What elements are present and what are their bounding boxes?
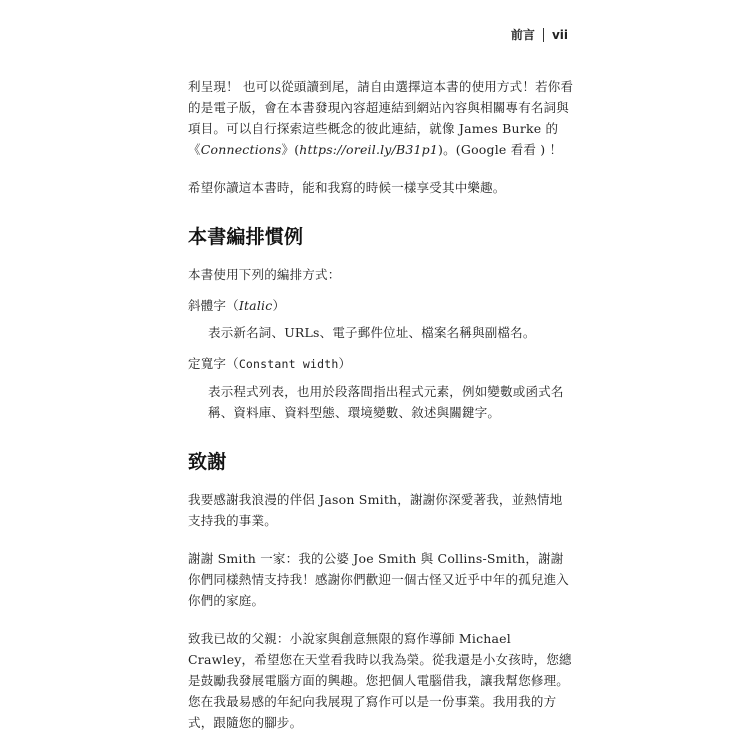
intro-text-b: 》( [281,142,300,157]
page-body [188,76,574,750]
italic-term [188,295,574,316]
italic-term-sample: Italic [238,298,273,313]
book-title: Connections [200,142,282,157]
connections-link[interactable]: https://oreil.ly/B31p1 [299,142,439,157]
intro-text-a: 利呈現！ 也可以從頭讀到尾，請自由選擇這本書的使用方式！若你看的是電子版，會在本書發現內容超連結到網站內容與相關專有名詞與項目。可以自行探索這些概念的彼此連結，就像 James Burke 的《 [188,79,574,157]
italic-term-suffix: ） [272,298,286,313]
ack-paragraph-2: 謝謝 Smith 一家：我的公婆 Joe Smith 與 Collins-Smith，謝謝你們同樣熱情支持我！感謝你們歡迎一個古怪又近乎中年的孤兒進入你們的家庭。 [188,551,570,608]
header-separator [543,28,544,42]
intro-paragraph-1 [188,76,574,160]
italic-term-prefix: 斜體字（ [188,298,239,313]
page-number: vii [551,27,568,42]
intro-paragraph-2: 希望你讀這本書時，能和我寫的時候一樣享受其中樂趣。 [188,180,506,195]
mono-term-prefix: 定寬字（ [188,356,239,371]
running-head [511,26,568,43]
acknowledgments-heading: 致謝 [188,451,227,473]
ack-paragraph-3: 致我已故的父親：小說家與創意無限的寫作導師 Michael Crawley，希望您在天堂看我時以我為榮。從我還是小女孩時，您總是鼓勵我發展電腦方面的興趣。您把個人電腦借我，讓我幫您修理。您在我最易感的年紀向我展現了寫作可以是一份事業。我用我的方式，跟隨您的腳步。 [188,631,572,730]
ack-paragraph-1: 我要感謝我浪漫的伴侶 Jason Smith，謝謝你深愛著我，並熱情地支持我的事業。 [188,492,563,528]
conventions-intro: 本書使用下列的編排方式： [188,267,341,282]
intro-text-c: )。(Google 看看 ) ！ [438,142,563,157]
mono-term-sample: Constant width [238,357,339,371]
mono-term-description: 表示程式列表，也用於段落間指出程式元素，例如變數或函式名稱、資料庫、資料型態、環境變數、敘述與關鍵字。 [208,384,564,420]
mono-term [188,353,574,375]
italic-term-description: 表示新名詞、URLs、電子郵件位址、檔案名稱與副檔名。 [208,325,536,340]
conventions-heading: 本書編排慣例 [188,226,304,248]
section-title: 前言 [510,28,535,42]
mono-term-suffix: ） [338,356,352,371]
